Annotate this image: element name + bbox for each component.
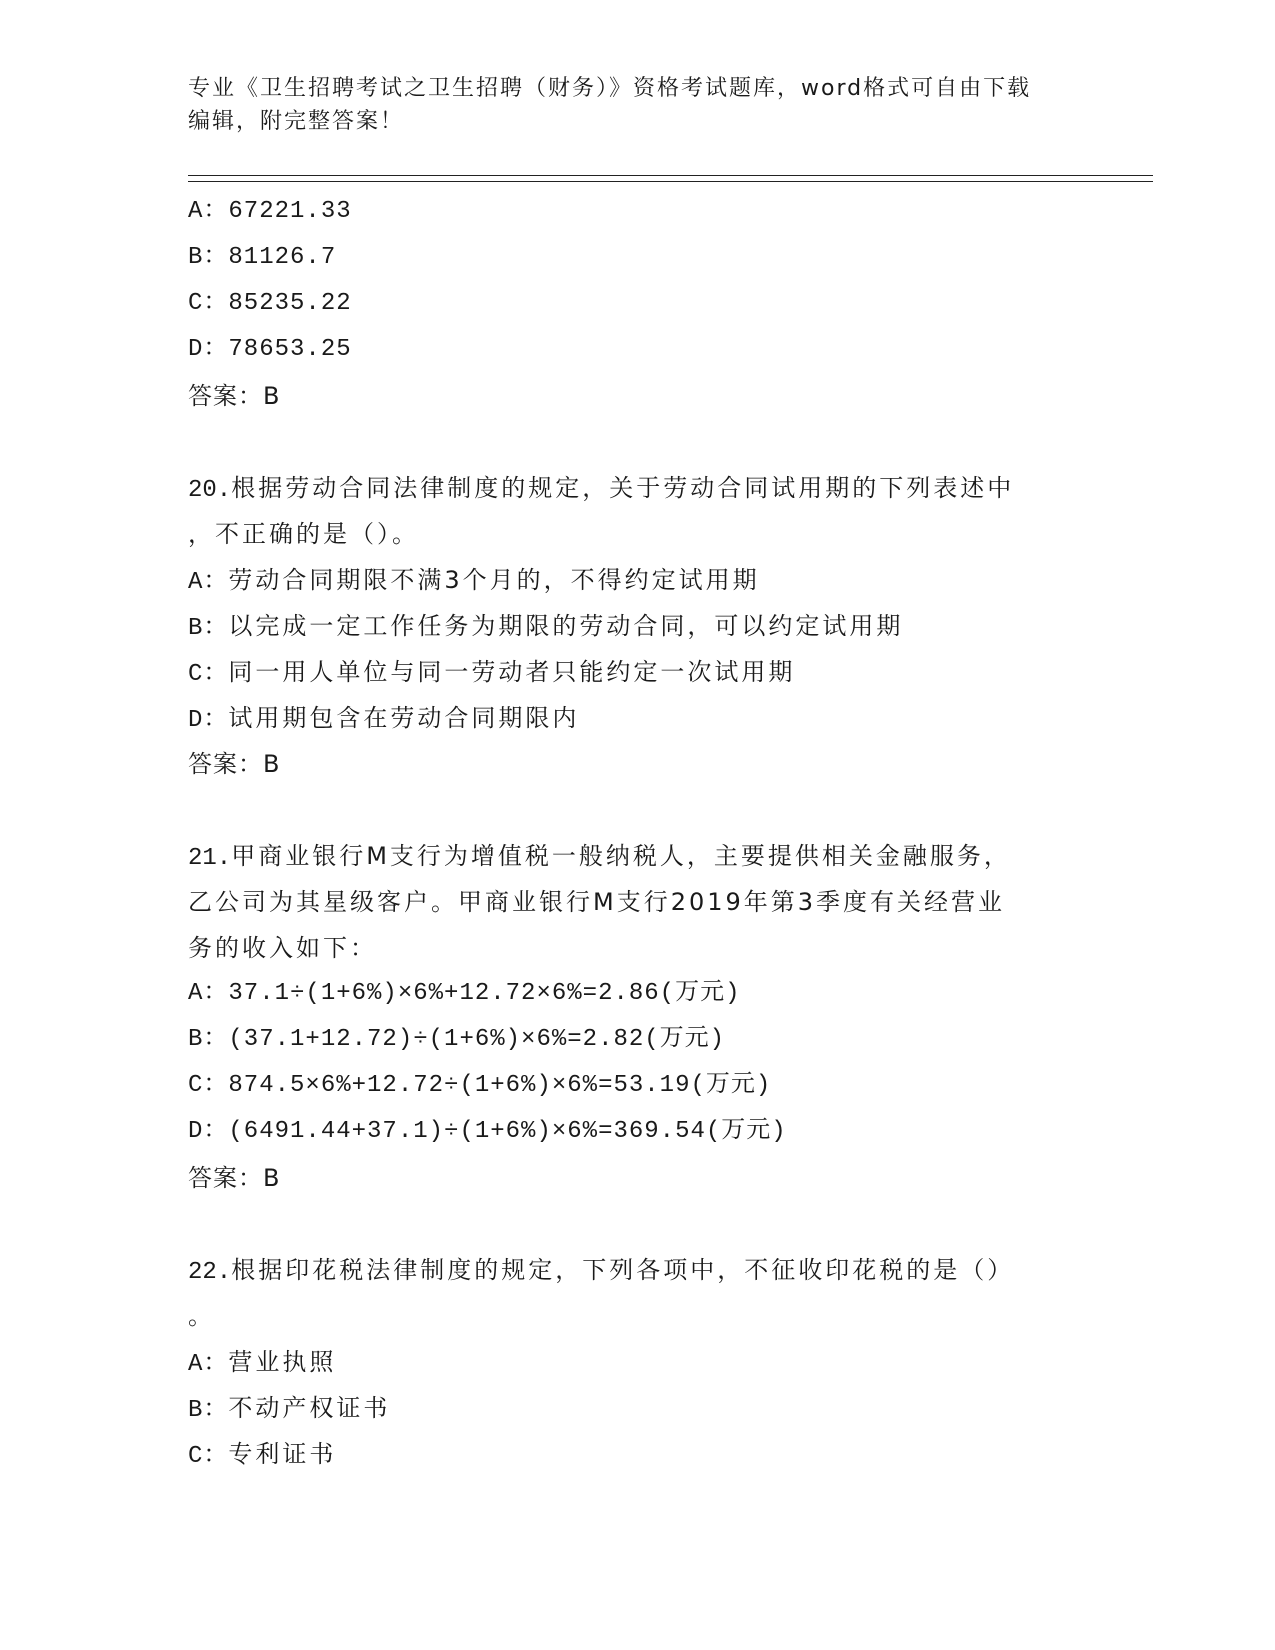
question-stem-continued: ，不正确的是（）。: [188, 520, 419, 548]
option-d: D：78653.25: [188, 336, 352, 363]
option-c: C：874.5×6%+12.72÷(1+6%)×6%=53.19(万元): [188, 1072, 772, 1099]
option-d: D：(6491.44+37.1)÷(1+6%)×6%=369.54(万元): [188, 1118, 787, 1145]
document-header: [188, 72, 1088, 138]
option-d: D：试用期包含在劳动合同期限内: [188, 704, 580, 734]
option-b: B：81126.7: [188, 244, 337, 271]
option-c: C：专利证书: [188, 1440, 337, 1470]
question-21: [188, 833, 1108, 1201]
question-stem: 21.甲商业银行M支行为增值税一般纳税人，主要提供相关金融服务，: [188, 842, 1011, 872]
question-stem-continued: 。: [188, 1302, 215, 1330]
option-a: A：67221.33: [188, 198, 352, 225]
answer: 答案：B: [188, 750, 281, 778]
question-stem: 22.根据印花税法律制度的规定，下列各项中，不征收印花税的是（）: [188, 1256, 1015, 1286]
option-b: B：(37.1+12.72)÷(1+6%)×6%=2.82(万元): [188, 1026, 726, 1053]
answer: 答案：B: [188, 1164, 281, 1192]
header-divider-top: [188, 175, 1153, 176]
question-stem-continued: 乙公司为其星级客户。甲商业银行M支行2019年第3季度有关经营业: [188, 888, 1006, 916]
question-stem: 20.根据劳动合同法律制度的规定，关于劳动合同试用期的下列表述中: [188, 474, 1015, 504]
option-a: A：37.1÷(1+6%)×6%+12.72×6%=2.86(万元): [188, 980, 741, 1007]
header-line-1: 专业《卫生招聘考试之卫生招聘（财务）》资格考试题库，word格式可自由下载: [188, 76, 1032, 101]
question-20: [188, 465, 1108, 787]
question-19: [188, 189, 1108, 419]
option-a: A：劳动合同期限不满3个月的，不得约定试用期: [188, 566, 760, 596]
option-b: B：不动产权证书: [188, 1394, 391, 1424]
question-22: [188, 1247, 1108, 1477]
header-divider-bottom: [188, 181, 1153, 182]
option-b: B：以完成一定工作任务为期限的劳动合同，可以约定试用期: [188, 612, 904, 642]
question-list: [188, 189, 1108, 1477]
header-line-2: 编辑，附完整答案！: [188, 109, 405, 134]
answer: 答案：B: [188, 382, 281, 410]
question-stem-continued: 务的收入如下：: [188, 934, 377, 962]
option-c: C：同一用人单位与同一劳动者只能约定一次试用期: [188, 658, 796, 688]
option-c: C：85235.22: [188, 290, 352, 317]
option-a: A：营业执照: [188, 1348, 337, 1378]
